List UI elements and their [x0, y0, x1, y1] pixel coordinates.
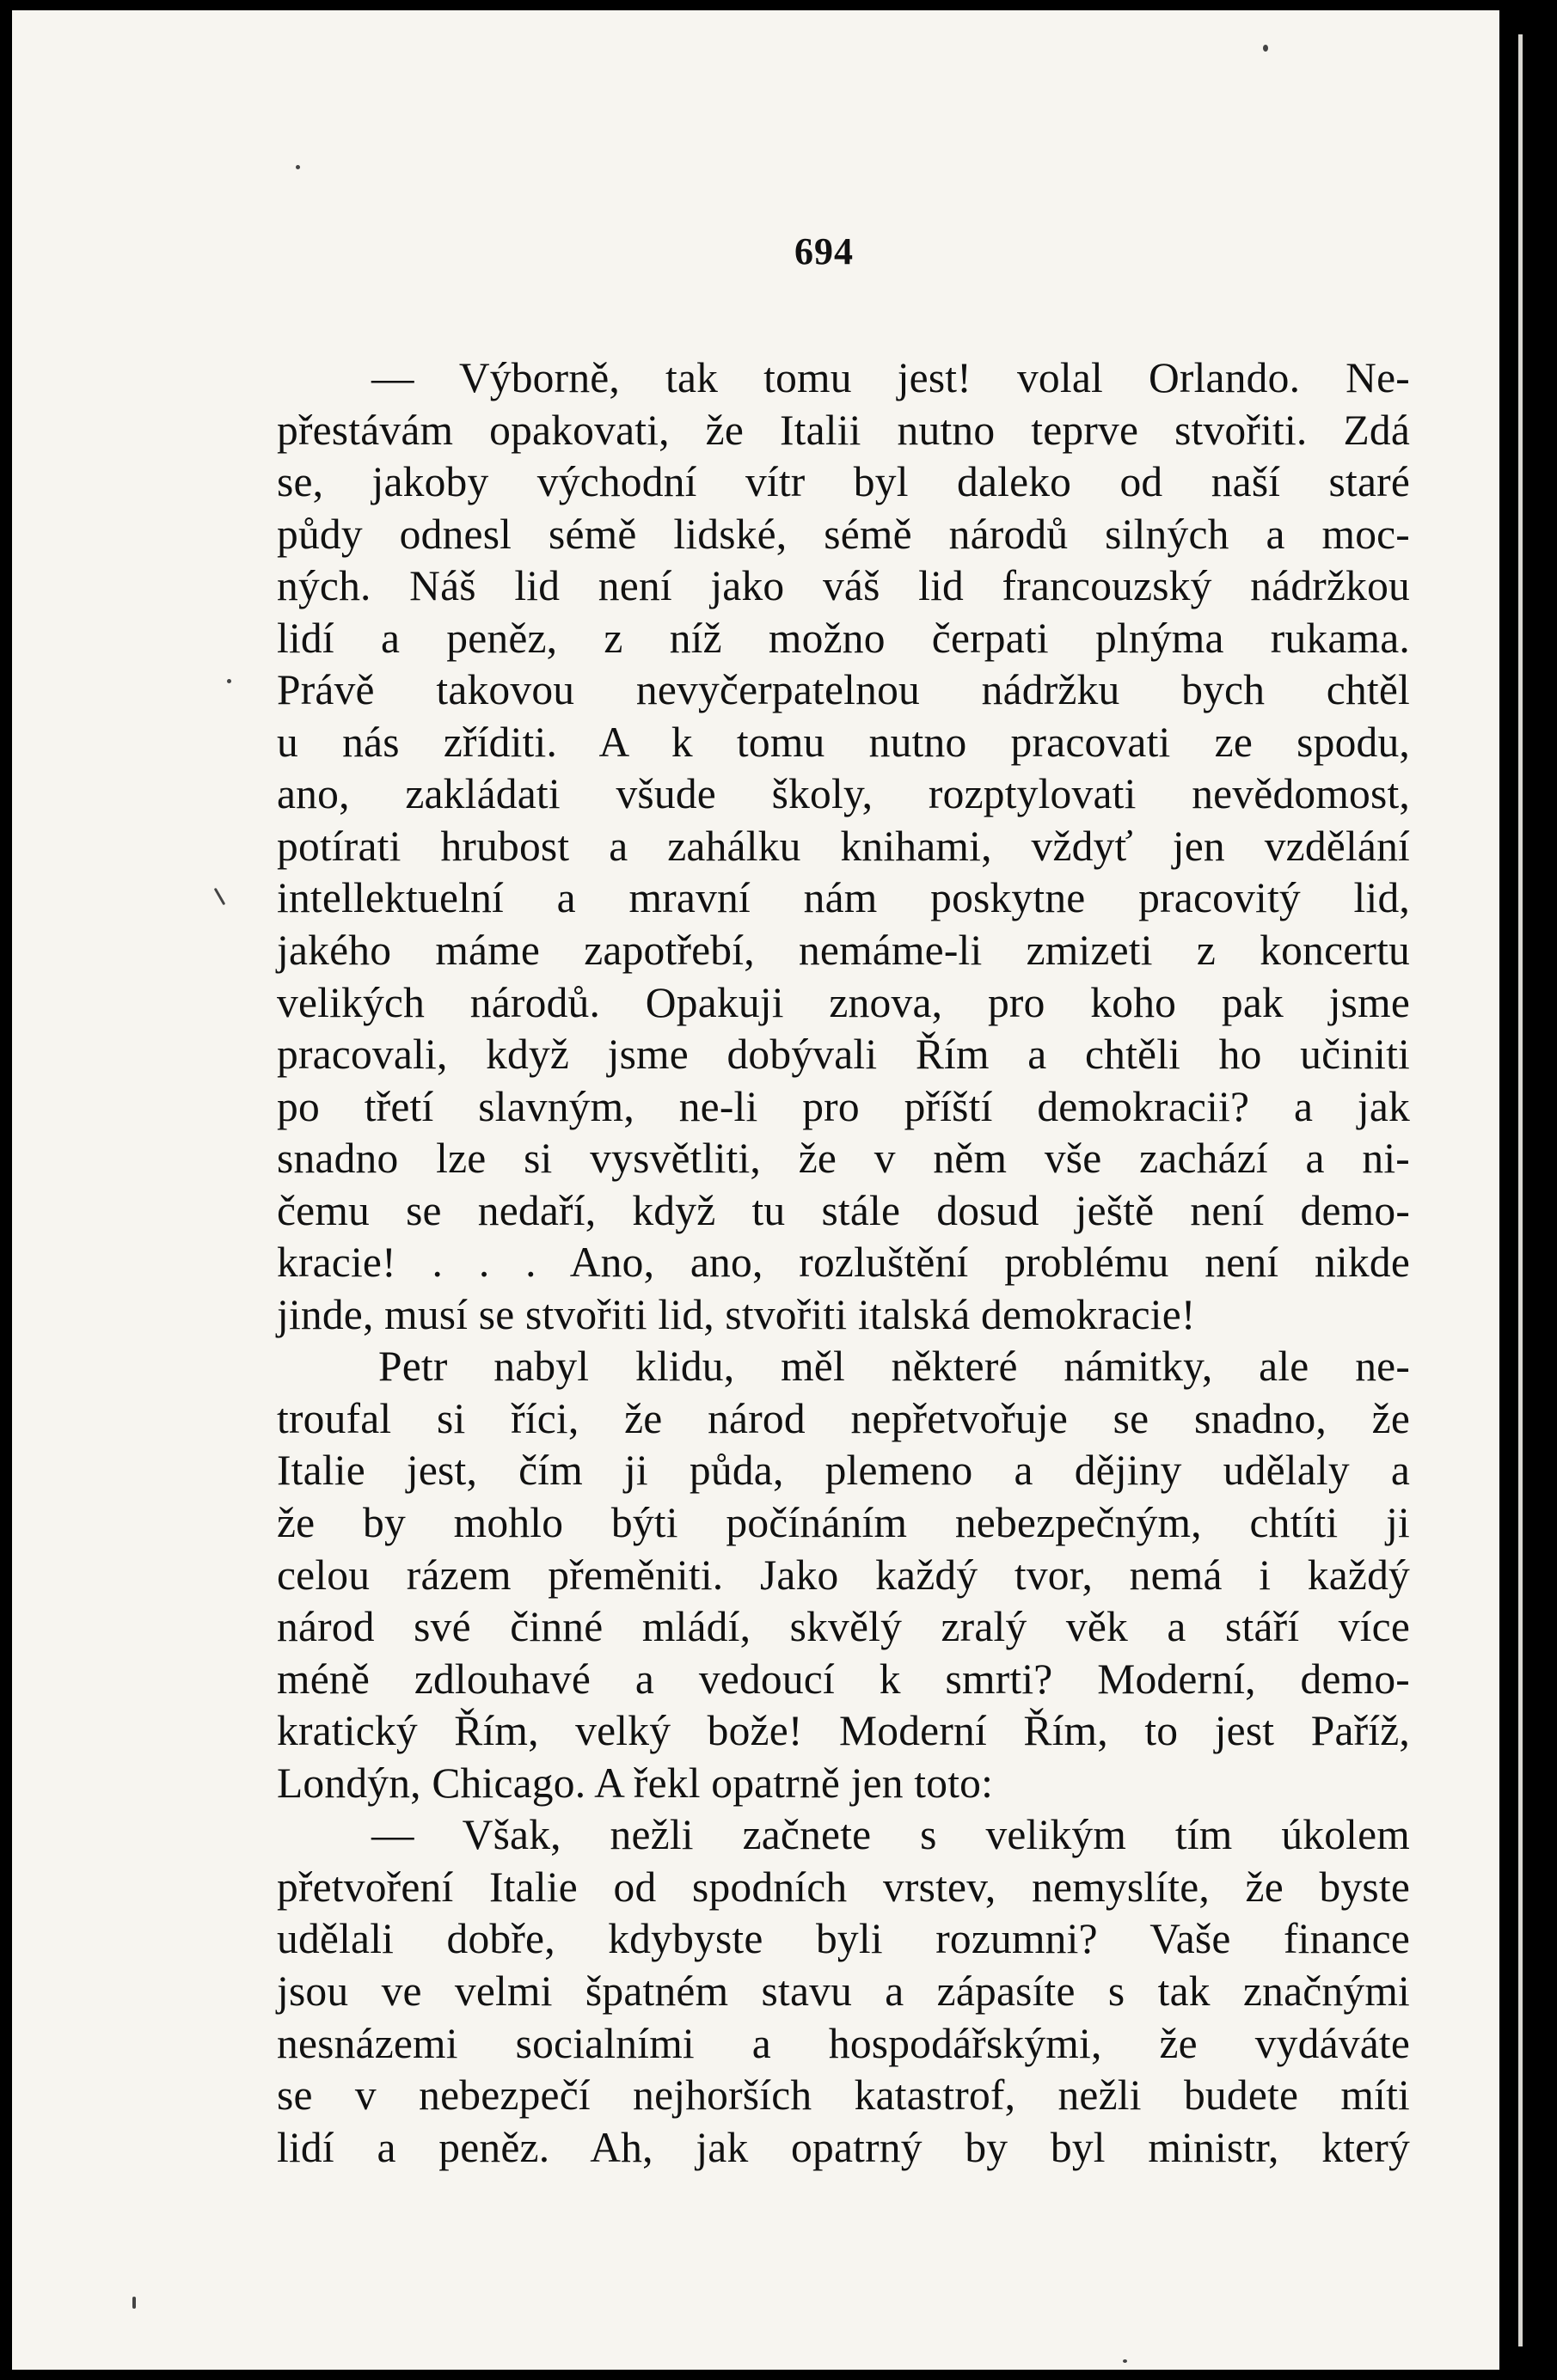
body-text [277, 352, 1410, 2174]
text-line: Londýn, Chicago. A řekl opatrně jen toto: [277, 1759, 994, 1807]
text-line: národ své činné mládí, skvělý zralý věk a stáří více [277, 1603, 1410, 1651]
text-line: po třetí slavným, ne-li pro příští demokracii? a jak [277, 1082, 1410, 1130]
text-line: — Výborně, tak tomu jest! volal Orlando. Ne- [371, 354, 1410, 401]
dust-speck [1123, 2359, 1127, 2363]
text-line: se v nebezpečí nejhorších katastrof, nežli budete míti [277, 2071, 1410, 2120]
text-line: se, jakoby východní vítr byl daleko od naší staré [277, 458, 1410, 506]
text-line: méně zdlouhavé a vedoucí k smrti? Moderní, demo- [277, 1655, 1410, 1703]
text-line: intellektuelní a mravní nám poskytne pracovitý lid, [277, 874, 1410, 922]
book-page [12, 10, 1499, 2370]
text-line: snadno lze si vysvětliti, že v něm vše zachází a ni- [277, 1135, 1410, 1183]
text-line: potírati hrubost a zahálku knihami, vždyť jen vzdělání [277, 822, 1410, 870]
text-line: lidí a peněz. Ah, jak opatrný by byl ministr, který [277, 2123, 1410, 2171]
text-line: čemu se nedaří, když tu stále dosud ještě není demo- [277, 1186, 1410, 1234]
text-line: kratický Řím, velký bože! Moderní Řím, to jest Paříž, [277, 1707, 1410, 1755]
scan-border-right [1499, 0, 1557, 2380]
text-line: Právě takovou nevyčerpatelnou nádržku bych chtěl [277, 666, 1410, 714]
text-line: kracie! . . . Ano, ano, rozluštění problému není nikde [277, 1239, 1410, 1287]
text-line: celou rázem přeměniti. Jako každý tvor, nemá i každý [277, 1551, 1410, 1599]
text-line: nesnázemi socialními a hospodářskými, že vydáváte [277, 2019, 1410, 2067]
text-line: u nás zříditi. A k tomu nutno pracovati ze spodu, [277, 718, 1410, 766]
text-line: jinde, musí se stvořiti lid, stvořiti italská demokracie! [277, 1290, 1196, 1338]
dust-speck [132, 2297, 136, 2309]
text-line: pracovali, když jsme dobývali Řím a chtěli ho učiniti [277, 1031, 1410, 1079]
page-edge-line [1518, 34, 1523, 2346]
dust-speck [214, 888, 226, 906]
page-number: 694 [794, 230, 854, 272]
text-line: jakého máme zapotřebí, nemáme-li zmizeti z koncertu [277, 927, 1410, 975]
text-line: Petr nabyl klidu, měl některé námitky, ale ne- [378, 1343, 1410, 1391]
text-line: ných. Náš lid není jako váš lid francouzský nádržkou [277, 562, 1410, 610]
text-line: velikých národů. Opakuji znova, pro koho pak jsme [277, 978, 1410, 1026]
dust-speck [227, 679, 231, 683]
text-line: lidí a peněz, z níž možno čerpati plnýma rukama. [277, 614, 1410, 662]
text-line: jsou ve velmi špatném stavu a zápasíte s tak značnými [277, 1967, 1410, 2015]
dust-speck [1263, 45, 1268, 52]
text-line: přetvoření Italie od spodních vrstev, nemyslíte, že byste [277, 1863, 1410, 1911]
text-line: troufal si říci, že národ nepřetvořuje se snadno, že [277, 1394, 1410, 1442]
text-line: udělali dobře, kdybyste byli rozumni? Vaše finance [277, 1915, 1410, 1963]
text-line: přestávám opakovati, že Italii nutno teprve stvořiti. Zdá [277, 406, 1410, 454]
text-line: ano, zakládati všude školy, rozptylovati nevědomost, [277, 770, 1410, 818]
text-line: že by mohlo býti počínáním nebezpečným, chtíti ji [277, 1499, 1410, 1547]
dust-speck [296, 165, 300, 169]
text-line: půdy odnesl sémě lidské, sémě národů silných a moc- [277, 510, 1410, 558]
text-line: Italie jest, čím ji půda, plemeno a dějiny udělaly a [277, 1447, 1410, 1495]
text-line: — Však, nežli začnete s velikým tím úkolem [371, 1811, 1410, 1859]
